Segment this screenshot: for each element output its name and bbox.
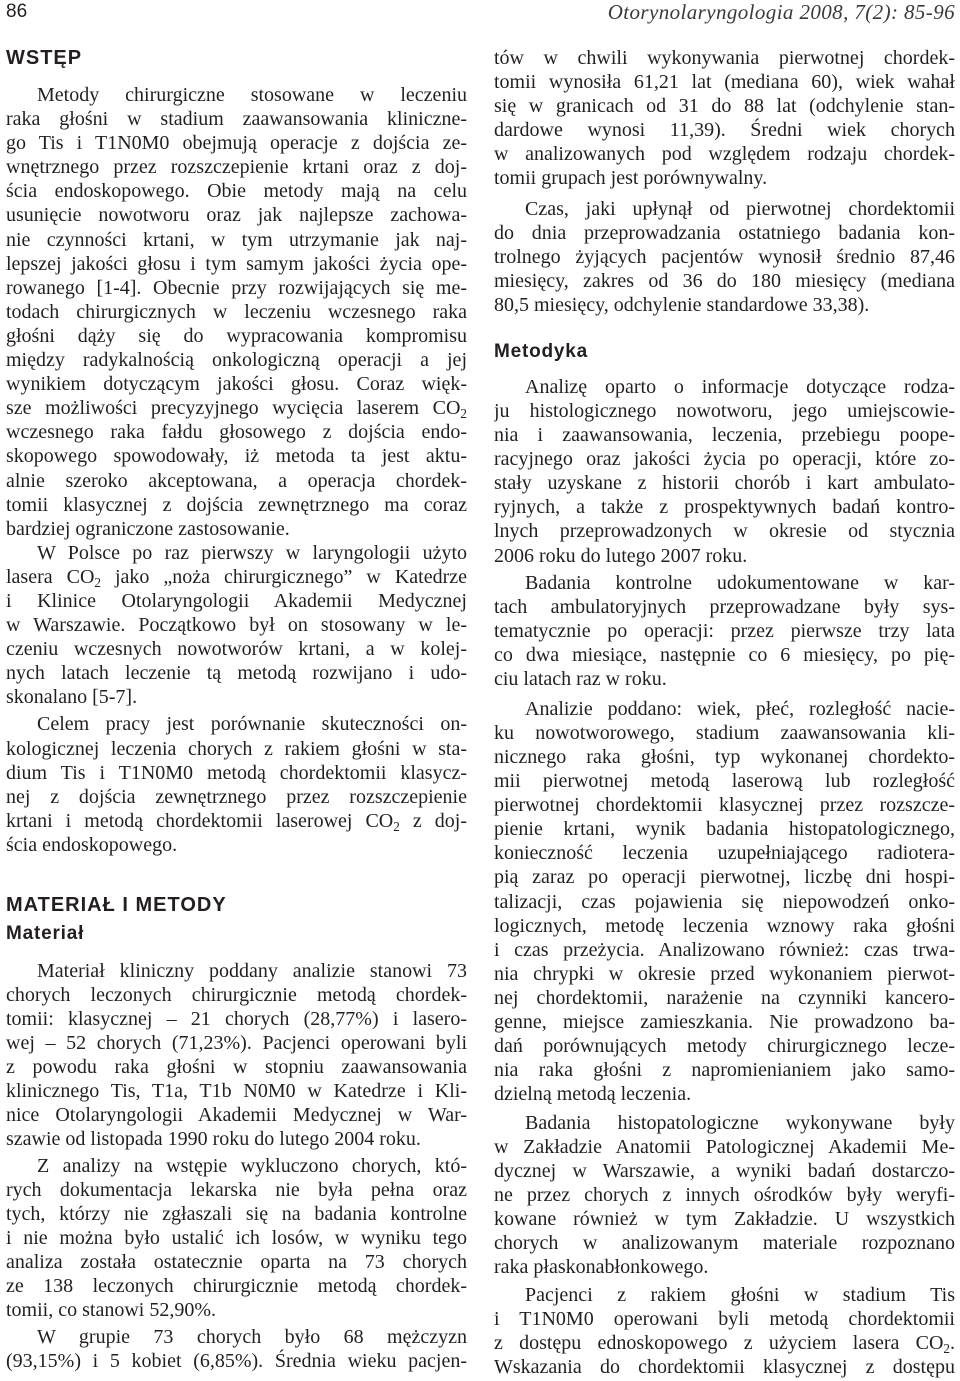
text-line: nia raka głośni z napromienianiem jako samo- [494, 1059, 955, 1082]
text-line: dium Tis i T1N0M0 metodą chordektomii klasycz- [6, 761, 467, 784]
text-line: nych latach leczenie tą metodą rozwijano i udo- [6, 662, 467, 685]
text-line: 80,5 miesięcy, odchylenie standardowe 33,38). [494, 294, 870, 317]
text-line: tomii wynosiła 61,21 lat (mediana 60), wiek wahał [494, 71, 955, 94]
paragraph [6, 712, 467, 857]
text-line: nice Otolaryngologii Akademii Medycznej w War- [6, 1104, 467, 1127]
subscript: 2 [943, 1340, 950, 1355]
text-line: alnie szeroko akceptowana, a operacja chordek- [6, 469, 467, 492]
text-line: tach ambulatoryjnych przeprowadzane były sys- [494, 595, 955, 618]
text-line: Analizę oparto o informacje dotyczące rodza- [525, 375, 955, 398]
text-line: z powodu raka głośni w stopniu zaawansowania [6, 1056, 467, 1079]
text-line: klinicznego Tis, T1a, T1b N0M0 w Katedrze i Kli- [6, 1080, 467, 1103]
text-line: Analizie poddano: wiek, płeć, rozległość nacie- [525, 697, 955, 720]
text-line: kowane również w tym Zakładzie. U wszystkich [494, 1208, 955, 1231]
text-line: lepszej jakości głosu i tym samym jakości życia ope- [6, 252, 467, 275]
text-line: nia chrypki w okresie przed wykonaniem pierwot- [494, 962, 955, 985]
text-line: w analizowanych pod względem rodzaju chordek- [494, 143, 955, 166]
journal-citation: Otorynolaryngologia 2008, 7(2): 85-96 [607, 0, 955, 24]
text-line: ścia endoskopowego. [6, 833, 178, 856]
text-line: tomii klasycznej z dojścia zewnętrznego ma coraz [6, 493, 467, 516]
text-line: ze 138 leczonych chirurgicznie metodą chordek- [6, 1275, 467, 1298]
text-line: ju histologicznego nowotworu, jego umiejscowie- [494, 400, 955, 423]
text-line: go Tis i T1N0M0 obejmują operacje z dojścia ze- [6, 132, 467, 155]
text-line: bardziej ograniczone zastosowanie. [6, 517, 290, 540]
text-line: mii pierwotnej metodą laserową lub rozległość [494, 770, 955, 793]
text-line: nia i zaawansowania, leczenia, przebiegu poope- [494, 424, 955, 447]
text-line: pią zaraz po operacji pierwotnej, liczbę dni hospi- [494, 866, 955, 889]
text-segment: . [950, 1331, 955, 1354]
text-line: 2006 roku do lutego 2007 roku. [494, 544, 748, 567]
text-line: nicznego raka głośni, typ wykonanej chordekto- [494, 746, 955, 769]
text-line: wynikiem dotyczącym jakości głosu. Coraz więk- [6, 373, 467, 396]
text-line: co dwa miesiące, następnie co 6 miesięcy, po pię- [494, 644, 955, 667]
text-line: Pacjenci z rakiem głośni w stadium Tis [525, 1283, 955, 1306]
text-line: i czas przeżycia. Analizowano również: czas trwa- [494, 938, 955, 961]
paragraph [494, 697, 955, 1107]
text-line: Materiał kliniczny poddany analizie stanowi 73 [37, 959, 467, 982]
text-line [494, 1331, 955, 1355]
text-line: ścia endoskopowego. Obie metody mają na celu [6, 180, 467, 203]
text-line: skonalano [5-7]. [6, 686, 138, 709]
text-line: do dnia przeprowadzania ostatniego badania kon- [494, 222, 955, 245]
text-segment: sze możliwości precyzyjnego wycięcia laserem CO [6, 397, 461, 420]
text-line: dań porównujących metody chirurgicznego lecze- [494, 1035, 955, 1058]
paragraph [494, 197, 955, 317]
text-line: pienie krtani, wynik badania histopatologicznego, [494, 818, 955, 841]
right-column [494, 0, 955, 1379]
text-line: czeniu wczesnych nowotworów krtani, a w kolej- [6, 638, 467, 661]
text-line: i Klinice Otolaryngologii Akademii Medycznej [6, 589, 467, 612]
text-segment: z dostępu ednoskopowego z użyciem lasera CO [494, 1331, 944, 1354]
text-line: wnętrznego przez rozszczepienie krtani oraz z doj- [6, 156, 467, 179]
text-line: rych dokumentacja lekarska nie była pełna oraz [6, 1178, 467, 1201]
text-line: Wskazania do chordektomii klasycznej z dostępu [494, 1355, 955, 1378]
text-line: ryjnych, a także z prospektywnych badań kontro- [494, 496, 955, 519]
text-line: wczesnego raka fałdu głosowego z dojścia endo- [6, 421, 467, 444]
subscript: 2 [460, 406, 467, 421]
text-line: genne, miejsce zamieszkania. Nie prowadzono ba- [494, 1011, 955, 1034]
subscript: 2 [94, 574, 101, 589]
text-line: tematycznie po operacji: przez pierwsze trzy lata [494, 620, 955, 643]
text-line: ciu latach raz w roku. [494, 668, 667, 691]
paragraph [6, 1325, 467, 1373]
text-line: rowanego [1-4]. Obecnie przy rozwijających się me- [6, 276, 467, 299]
text-line: szawie od listopada 1990 roku do lutego 2004 roku. [6, 1128, 421, 1151]
page-number: 86 [6, 1, 28, 22]
section-heading: MATERIAŁ I METODY [6, 893, 227, 916]
text-line: chorych w analizowanym materiale rozpoznano [494, 1232, 955, 1255]
text-line: raka głośni w stadium zaawansowania kliniczne- [6, 108, 467, 131]
paragraph [6, 959, 467, 1152]
text-line: todach chirurgicznych w leczeniu wczesnego raka [6, 300, 467, 323]
text-line [6, 565, 467, 589]
text-line: w Zakładzie Anatomii Patologicznej Akademii Me- [494, 1135, 955, 1158]
text-line: Badania kontrolne udokumentowane w kar- [525, 571, 955, 594]
text-segment: z doj- [399, 809, 467, 832]
text-line: wej – 52 chorych (71,23%). Pacjenci operowani byli [6, 1032, 467, 1055]
text-line: Celem pracy jest porównanie skuteczności on- [37, 713, 467, 736]
text-line: W Polsce po raz pierwszy w laryngologii użyto [37, 541, 467, 564]
text-line: tych, którzy nie zgłaszali się na badania kontrolne [6, 1202, 467, 1225]
paragraph [6, 83, 467, 541]
text-line: Czas, jaki upłynął od pierwotnej chordektomii [525, 197, 955, 220]
text-line: konieczność leczenia uzupełniającego radiotera- [494, 842, 955, 865]
text-line: miesięcy, zakres od 36 do 180 miesięcy (mediana [494, 270, 955, 293]
text-line: ne przez chorych z innych ośrodków były weryfi- [494, 1184, 955, 1206]
text-line: usunięcie nowotworu oraz jak najlepsze zachowa- [6, 204, 467, 227]
paragraph [494, 46, 955, 191]
text-line: pierwotnej chordektomii klasycznej przez rozszcze- [494, 794, 955, 817]
subsection-heading: Materiał [6, 922, 85, 944]
text-segment: jako „noża chirurgicznego” w Katedrze [100, 565, 467, 588]
text-line: Z analizy na wstępie wykluczono chorych, któ- [37, 1154, 467, 1177]
paragraph [494, 571, 955, 691]
left-column [6, 0, 467, 1373]
text-line: tomii grupach jest porównywalny. [494, 167, 768, 190]
text-line: między radykalnością onkologiczną operacji a jej [6, 349, 467, 372]
text-line: ku nowotworowego, stadium zaawansowania kli- [494, 721, 955, 744]
text-line: kologicznej leczenia chorych z rakiem głośni w sta- [6, 737, 467, 760]
text-line: w Warszawie. Początkowo był on stosowany w le- [6, 614, 467, 637]
text-line: dardowe wynosi 11,39). Średni wiek chorych [494, 119, 955, 142]
text-line: się w granicach od 31 do 88 lat (odchylenie stan- [494, 95, 955, 118]
text-line [6, 396, 467, 420]
paragraph [6, 541, 467, 710]
text-line: głośni dąży się do wypracowania kompromisu [6, 324, 467, 347]
text-line: skopowego spowodowały, iż metoda ta jest aktu- [6, 445, 467, 468]
text-line: tomii: klasycznej – 21 chorych (28,77%) i lasero- [6, 1007, 467, 1030]
text-line: talizacji, czas pojawienia się niepowodzeń onko- [494, 890, 955, 913]
text-line [6, 809, 467, 833]
text-line: W grupie 73 chorych było 68 mężczyzn [37, 1325, 467, 1348]
text-segment: krtani i metodą chordektomii laserowej CO [6, 809, 394, 832]
paragraph [6, 1154, 467, 1323]
text-line: tów w chwili wykonywania pierwotnej chordek- [494, 47, 955, 69]
paragraph [494, 1283, 955, 1379]
text-line: trolnego żyjących pacjentów wynosił średnio 87,46 [494, 246, 955, 269]
subscript: 2 [393, 818, 400, 833]
text-line: (93,15%) i 5 kobiet (6,85%). Średnia wieku pacjen- [6, 1349, 467, 1372]
text-line: Metody chirurgiczne stosowane w leczeniu [37, 84, 467, 106]
text-line: racyjnego oraz jakości życia po operacji, które zo- [494, 448, 955, 471]
paragraph [494, 1111, 955, 1280]
section-heading: WSTĘP [6, 47, 83, 69]
text-line: tomii, co stanowi 52,90%. [6, 1299, 216, 1322]
text-line: chorych leczonych chirurgicznie metodą chordek- [6, 983, 467, 1006]
text-line: dzielną metodą leczenia. [494, 1083, 692, 1106]
text-line: nej z dojścia zewnętrznego przez rozszczepienie [6, 785, 467, 808]
text-segment: lasera CO [6, 565, 95, 588]
text-line: stały uzyskane z historii chorób i kart ambulato- [494, 472, 955, 495]
text-line: analiza została ostatecznie oparta na 73 chorych [6, 1251, 467, 1274]
text-line: nej chordektomii, narażenie na czynniki kancero- [494, 986, 955, 1009]
paragraph [494, 375, 955, 568]
text-line: raka płaskonabłonkowego. [494, 1256, 709, 1279]
subsection-heading: Metodyka [494, 340, 589, 362]
text-line: Badania histopatologiczne wykonywane były [525, 1111, 955, 1134]
text-line: lnych przeprowadzonych w okresie od stycznia [494, 520, 955, 543]
text-line: logicznych, metodę leczenia wznowy raka głośni [494, 914, 955, 937]
text-line: i nie można było ustalić ich losów, w wyniku tego [6, 1227, 467, 1250]
text-line: nie czynności krtani, w tym utrzymanie jak naj- [6, 228, 467, 251]
text-line: dycznej w Warszawie, a wyniki badań dostarczo- [494, 1159, 955, 1182]
text-line: i T1N0M0 operowani byli metodą chordektomii [494, 1307, 955, 1330]
